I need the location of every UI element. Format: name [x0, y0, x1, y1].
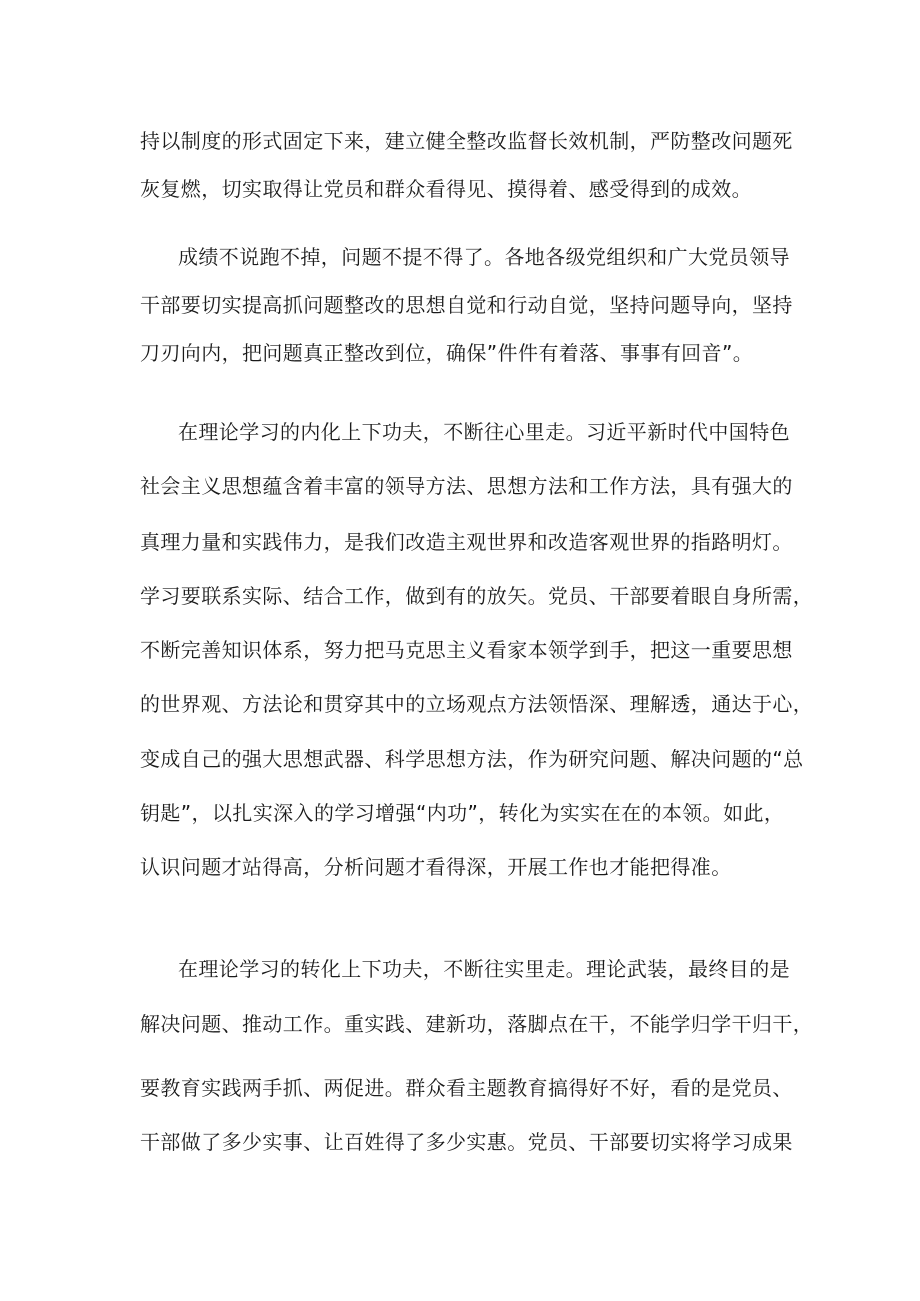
paragraph-4-line-1: 在理论学习的转化上下功夫，不断往实里走。理论武装，最终目的是 — [178, 957, 790, 981]
paragraph-3-line-4: 学习要联系实际、结合工作，做到有的放矢。党员、干部要着眼自身所需， — [140, 584, 814, 608]
paragraph-3-line-2: 社会主义思想蕴含着丰富的领导方法、思想方法和工作方法，具有强大的 — [140, 474, 793, 498]
paragraph-3-line-8: 钥匙”，以扎实深入的学习增强“内功”，转化为实实在在的本领。如此， — [140, 801, 785, 825]
paragraph-4-line-4: 干部做了多少实事、让百姓得了多少实惠。党员、干部要切实将学习成果 — [140, 1130, 793, 1154]
paragraph-4-line-2: 解决问题、推动工作。重实践、建新功，落脚点在干，不能学归学干归干， — [140, 1012, 814, 1036]
paragraph-3-line-6: 的世界观、方法论和贯穿其中的立场观点方法领悟深、理解透，通达于心， — [140, 692, 814, 716]
paragraph-2-line-2: 干部要切实提高抓问题整改的思想自觉和行动自觉，坚持问题导向，坚持 — [140, 293, 793, 317]
paragraph-3-line-5: 不断完善知识体系，努力把马克思主义看家本领学到手，把这一重要思想 — [140, 638, 793, 662]
paragraph-2-line-1: 成绩不说跑不掉，问题不提不得了。各地各级党组织和广大党员领导 — [178, 245, 790, 269]
paragraph-3-line-7: 变成自己的强大思想武器、科学思想方法，作为研究问题、解决问题的“总 — [140, 747, 804, 771]
paragraph-2-line-3: 刀刃向内，把问题真正整改到位，确保”件件有着落、事事有回音”。 — [140, 341, 754, 365]
paragraph-1-line-1: 持以制度的形式固定下来，建立健全整改监督长效机制，严防整改问题死 — [140, 129, 793, 153]
paragraph-1-line-2: 灰复燃，切实取得让党员和群众看得见、摸得着、感受得到的成效。 — [140, 177, 752, 201]
paragraph-4-line-3: 要教育实践两手抓、两促进。群众看主题教育搞得好不好，看的是党员、 — [140, 1076, 793, 1100]
paragraph-3-line-1: 在理论学习的内化上下功夫，不断往心里走。习近平新时代中国特色 — [178, 420, 790, 444]
paragraph-3-line-3: 真理力量和实践伟力，是我们改造主观世界和改造客观世界的指路明灯。 — [140, 530, 793, 554]
paragraph-3-line-9: 认识问题才站得高，分析问题才看得深，开展工作也才能把得准。 — [140, 855, 732, 879]
